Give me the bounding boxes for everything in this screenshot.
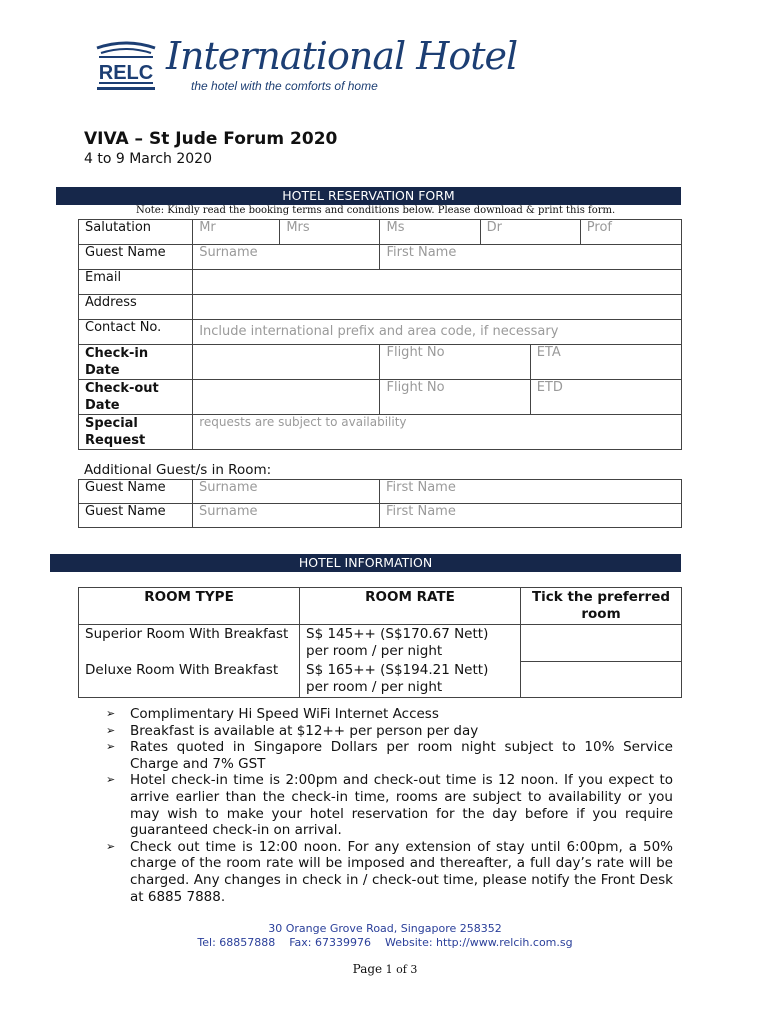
event-title: VIVA – St Jude Forum 2020	[84, 129, 338, 149]
checkin-date-field[interactable]	[193, 345, 380, 380]
guest-name-label: Guest Name	[79, 245, 193, 270]
additional-first-name-field[interactable]: First Name	[380, 480, 682, 504]
footer-contacts: Tel: 68857888 Fax: 67339976 Website: http://www.relcih.com.sg	[197, 936, 573, 949]
email-field[interactable]	[193, 270, 682, 295]
salutation-ms[interactable]: Ms	[380, 220, 480, 245]
col-room-rate: ROOM RATE	[300, 588, 521, 625]
email-label: Email	[79, 270, 193, 295]
hotel-name: International Hotel	[166, 34, 518, 78]
reservation-header: HOTEL RESERVATION FORM	[56, 187, 681, 205]
arrow-bullet-icon: ➢	[106, 740, 116, 754]
hotel-info-header: HOTEL INFORMATION	[50, 554, 681, 572]
salutation-label: Salutation	[79, 220, 193, 245]
room-type-deluxe: Deluxe Room With Breakfast	[79, 661, 300, 698]
list-item: ➢ Check out time is 12:00 noon. For any extension of stay until 6:00pm, a 50% charge of the room rate will be imposed and thereafter, a full day’s rate will be charged. Any changes in check in / check-out time, please notify the Front Desk at 6885 7888.	[106, 838, 673, 905]
relc-logo-text: RELC	[98, 62, 154, 84]
list-item: ➢ Rates quoted in Singapore Dollars per room night subject to 10% Service Charge and 7% GST	[106, 739, 673, 772]
col-tick-room: Tick the preferred room	[521, 588, 682, 625]
eta-field[interactable]: ETA	[530, 345, 681, 380]
arrow-bullet-icon: ➢	[106, 773, 116, 787]
contact-field[interactable]: Include international prefix and area code, if necessary	[193, 320, 682, 345]
checkout-flight-field[interactable]: Flight No	[380, 380, 530, 415]
hotel-info-list	[106, 706, 673, 905]
arrow-bullet-icon: ➢	[106, 707, 116, 720]
special-request-field[interactable]: requests are subject to availability	[193, 415, 682, 450]
address-field[interactable]	[193, 295, 682, 320]
checkout-label: Check-out Date	[79, 380, 193, 415]
hotel-tagline: the hotel with the comforts of home	[191, 79, 378, 93]
first-name-field[interactable]: First Name	[380, 245, 682, 270]
salutation-dr[interactable]: Dr	[480, 220, 580, 245]
room-rates-table	[78, 587, 682, 698]
list-item: ➢ Hotel check-in time is 2:00pm and check-out time is 12 noon. If you expect to arrive earlier than the check-in time, rooms are subject to availability or you may wish to make your hotel reservation for the day before if you require guaranteed check-in on arrival.	[106, 772, 673, 839]
room-type-superior: Superior Room With Breakfast	[79, 625, 300, 662]
relc-logo-mark	[93, 36, 159, 94]
additional-guest-label: Guest Name	[79, 480, 193, 504]
event-dates: 4 to 9 March 2020	[84, 151, 212, 167]
additional-guests-heading: Additional Guest/s in Room:	[84, 462, 272, 478]
additional-surname-field[interactable]: Surname	[193, 504, 380, 528]
etd-field[interactable]: ETD	[530, 380, 681, 415]
tick-superior[interactable]	[521, 625, 682, 662]
additional-guests-table	[78, 479, 682, 528]
salutation-prof[interactable]: Prof	[580, 220, 681, 245]
room-rate-superior: S$ 145++ (S$170.67 Nett) per room / per night	[300, 625, 521, 662]
tick-deluxe[interactable]	[521, 661, 682, 698]
surname-field[interactable]: Surname	[193, 245, 380, 270]
booking-note: Note: Kindly read the booking terms and conditions below. Please download & print this form.	[136, 205, 616, 216]
col-room-type: ROOM TYPE	[79, 588, 300, 625]
additional-first-name-field[interactable]: First Name	[380, 504, 682, 528]
special-request-label: Special Request	[79, 415, 193, 450]
footer-address: 30 Orange Grove Road, Singapore 258352	[268, 922, 502, 935]
room-rate-deluxe: S$ 165++ (S$194.21 Nett) per room / per night	[300, 661, 521, 698]
arrow-bullet-icon: ➢	[106, 723, 116, 737]
list-item: ➢ Complimentary Hi Speed WiFi Internet Access	[106, 706, 439, 722]
contact-label: Contact No.	[79, 320, 193, 345]
arrow-bullet-icon: ➢	[106, 839, 116, 853]
checkin-flight-field[interactable]: Flight No	[380, 345, 530, 380]
list-item: ➢ Breakfast is available at $12++ per person per day	[106, 722, 479, 739]
checkout-date-field[interactable]	[193, 380, 380, 415]
reservation-form	[78, 219, 682, 450]
salutation-mr[interactable]: Mr	[193, 220, 280, 245]
additional-surname-field[interactable]: Surname	[193, 480, 380, 504]
checkin-label: Check-in Date	[79, 345, 193, 380]
page-number: Page 1 of 3	[352, 962, 418, 976]
additional-guest-label: Guest Name	[79, 504, 193, 528]
address-label: Address	[79, 295, 193, 320]
salutation-mrs[interactable]: Mrs	[280, 220, 380, 245]
